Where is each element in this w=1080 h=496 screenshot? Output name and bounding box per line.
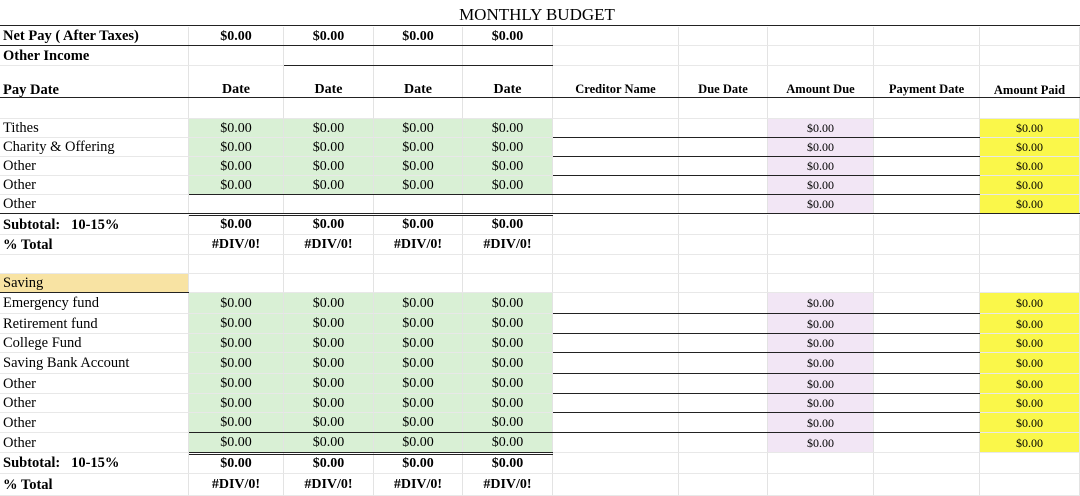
blank-cell[interactable] [679,98,768,119]
net-pay-label[interactable]: Net Pay ( After Taxes) [0,27,189,46]
net-pay-value[interactable]: $0.00 [374,27,463,46]
blank-cell[interactable] [874,98,980,119]
border-line [553,313,980,314]
creditor-name-cell[interactable] [553,334,679,353]
other-income-value[interactable] [463,46,553,66]
budget-amount-cell[interactable]: $0.00 [463,138,553,157]
subtotal-value[interactable]: $0.00 [189,215,284,235]
payment-date-cell[interactable] [874,433,980,453]
percent-total-label[interactable]: % Total [0,235,189,255]
border-line [284,65,553,66]
budget-amount-cell[interactable]: $0.00 [284,119,374,138]
budget-amount-cell[interactable]: $0.00 [463,413,553,433]
sheet-title: MONTHLY BUDGET [459,5,615,24]
budget-amount-cell[interactable]: $0.00 [463,157,553,176]
budget-amount-cell[interactable]: $0.00 [284,353,374,374]
net-pay-value[interactable]: $0.00 [284,27,374,46]
blank-cell[interactable] [679,27,768,46]
due-date-cell[interactable] [679,374,768,394]
budget-amount-cell[interactable]: $0.00 [284,374,374,394]
budget-amount-cell[interactable]: $0.00 [189,119,284,138]
blank-cell[interactable] [980,274,1080,293]
budget-amount-cell[interactable]: $0.00 [374,176,463,195]
budget-amount-cell[interactable]: $0.00 [374,138,463,157]
border-line [553,412,980,413]
blank-cell[interactable] [553,27,679,46]
blank-cell[interactable] [874,46,980,66]
subtotal-value[interactable]: $0.00 [463,453,553,474]
category-label[interactable]: Tithes [0,119,189,138]
amount-due-cell[interactable]: $0.00 [768,374,874,394]
blank-cell[interactable] [679,274,768,293]
payment-date-cell[interactable] [874,334,980,353]
border-line [189,432,553,433]
blank-cell[interactable] [553,274,679,293]
blank-cell[interactable] [189,274,284,293]
blank-cell[interactable] [284,274,374,293]
border-line [553,137,980,138]
pay-date-header[interactable]: Pay Date [0,66,189,98]
payment-date-cell[interactable] [874,374,980,394]
due-date-cell[interactable] [679,394,768,413]
budget-amount-cell[interactable]: $0.00 [284,314,374,334]
creditor-name-cell[interactable] [553,374,679,394]
payment-date-cell[interactable] [874,353,980,374]
blank-cell[interactable] [463,98,553,119]
budget-amount-cell[interactable]: $0.00 [284,157,374,176]
border-line [553,194,980,195]
blank-cell[interactable] [553,235,679,255]
percent-total-value[interactable]: #DIV/0! [284,235,374,255]
blank-cell[interactable] [980,27,1080,46]
subtotal-label[interactable] [0,453,189,474]
budget-amount-cell[interactable]: $0.00 [189,176,284,195]
net-pay-value[interactable]: $0.00 [189,27,284,46]
blank-cell[interactable] [768,474,874,496]
percent-total-value[interactable]: #DIV/0! [189,474,284,496]
subtotal-value[interactable]: $0.00 [284,453,374,474]
percent-total-value[interactable]: #DIV/0! [463,235,553,255]
subtotal-label[interactable] [0,215,189,235]
due-date-cell[interactable] [679,293,768,314]
blank-cell[interactable] [874,215,980,235]
amount-due-cell[interactable]: $0.00 [768,314,874,334]
budget-amount-cell[interactable]: $0.00 [463,119,553,138]
budget-amount-cell[interactable]: $0.00 [189,433,284,453]
amount-due-cell[interactable]: $0.00 [768,353,874,374]
blank-cell[interactable] [374,255,463,274]
blank-cell[interactable] [553,215,679,235]
budget-amount-cell[interactable]: $0.00 [189,413,284,433]
blank-cell[interactable] [553,474,679,496]
blank-cell[interactable] [980,235,1080,255]
budget-amount-cell[interactable]: $0.00 [374,314,463,334]
budget-amount-cell[interactable]: $0.00 [284,176,374,195]
due-date-cell[interactable] [679,176,768,195]
blank-cell[interactable] [874,274,980,293]
blank-cell[interactable] [768,98,874,119]
amount-paid-cell[interactable]: $0.00 [980,413,1080,433]
budget-amount-cell[interactable]: $0.00 [189,374,284,394]
border-line [553,156,980,157]
subtotal-value[interactable]: $0.00 [284,215,374,235]
budget-amount-cell[interactable]: $0.00 [374,293,463,314]
date-header[interactable]: Date [189,66,284,98]
amount-paid-cell[interactable]: $0.00 [980,334,1080,353]
creditor-name-cell[interactable] [553,293,679,314]
budget-amount-cell[interactable]: $0.00 [189,157,284,176]
budget-amount-cell[interactable]: $0.00 [189,138,284,157]
amount-due-cell[interactable]: $0.00 [768,176,874,195]
subtotal-value[interactable]: $0.00 [463,215,553,235]
subtotal-range: 10-15% [71,217,120,233]
subtotal-label-text: Subtotal: [3,455,61,471]
category-label[interactable]: Retirement fund [0,314,189,334]
budget-amount-cell[interactable]: $0.00 [374,353,463,374]
category-label[interactable]: Other [0,413,189,433]
percent-total-value[interactable]: #DIV/0! [463,474,553,496]
payment-date-cell[interactable] [874,314,980,334]
budget-amount-cell[interactable]: $0.00 [463,176,553,195]
amount-due-cell[interactable]: $0.00 [768,157,874,176]
creditor-name-cell[interactable] [553,413,679,433]
payment-date-cell[interactable] [874,413,980,433]
subtotal-value[interactable]: $0.00 [374,453,463,474]
blank-cell[interactable] [980,453,1080,474]
budget-amount-cell[interactable] [374,195,463,214]
amount-due-cell[interactable]: $0.00 [768,394,874,413]
creditor-name-cell[interactable] [553,119,679,138]
payment-date-cell[interactable] [874,176,980,195]
due-date-cell[interactable] [679,334,768,353]
blank-cell[interactable] [0,98,189,119]
due-date-cell[interactable] [679,314,768,334]
blank-cell[interactable] [768,215,874,235]
budget-amount-cell[interactable]: $0.00 [284,413,374,433]
budget-amount-cell[interactable]: $0.00 [374,157,463,176]
budget-amount-cell[interactable]: $0.00 [189,353,284,374]
blank-cell[interactable] [374,98,463,119]
category-label[interactable]: Other [0,157,189,176]
budget-amount-cell[interactable]: $0.00 [189,394,284,413]
blank-cell[interactable] [189,98,284,119]
border-line [553,352,980,353]
due-date-header[interactable]: Due Date [679,66,768,98]
subtotal-range: 10-15% [71,455,120,471]
budget-amount-cell[interactable] [284,195,374,214]
border-line [553,432,980,433]
blank-cell[interactable] [679,215,768,235]
amount-paid-cell[interactable]: $0.00 [980,314,1080,334]
amount-due-cell[interactable]: $0.00 [768,433,874,453]
saving-section-header[interactable]: Saving [0,274,189,293]
blank-cell[interactable] [553,98,679,119]
budget-amount-cell[interactable]: $0.00 [374,374,463,394]
amount-due-cell[interactable]: $0.00 [768,138,874,157]
date-header[interactable]: Date [463,66,553,98]
budget-amount-cell[interactable]: $0.00 [374,413,463,433]
subtotal-label-text: Subtotal: [3,217,61,233]
payment-date-cell[interactable] [874,119,980,138]
budget-amount-cell[interactable] [189,195,284,214]
blank-cell[interactable] [768,235,874,255]
category-label[interactable]: Other [0,374,189,394]
blank-cell[interactable] [374,274,463,293]
blank-cell[interactable] [874,235,980,255]
category-label[interactable]: Saving Bank Account [0,353,189,374]
border-line [0,213,553,214]
border-line [189,215,553,216]
budget-amount-cell[interactable]: $0.00 [463,394,553,413]
blank-cell[interactable] [768,453,874,474]
category-label[interactable]: College Fund [0,334,189,353]
budget-amount-cell[interactable]: $0.00 [189,314,284,334]
due-date-cell[interactable] [679,195,768,214]
border-line [189,454,553,455]
budget-amount-cell[interactable]: $0.00 [374,119,463,138]
budget-amount-cell[interactable]: $0.00 [189,293,284,314]
creditor-name-cell[interactable] [553,314,679,334]
creditor-name-cell[interactable] [553,138,679,157]
border-line [553,373,980,374]
border-line [553,213,1080,214]
category-label[interactable]: Other [0,176,189,195]
payment-date-cell[interactable] [874,138,980,157]
blank-cell[interactable] [980,474,1080,496]
blank-cell[interactable] [874,27,980,46]
border-line [553,333,980,334]
blank-cell[interactable] [679,255,768,274]
creditor-name-cell[interactable] [553,353,679,374]
percent-total-value[interactable]: #DIV/0! [189,235,284,255]
blank-cell[interactable] [768,255,874,274]
amount-due-cell[interactable]: $0.00 [768,293,874,314]
blank-cell[interactable] [463,255,553,274]
budget-amount-cell[interactable]: $0.00 [463,433,553,453]
payment-date-cell[interactable] [874,293,980,314]
amount-paid-cell[interactable]: $0.00 [980,157,1080,176]
budget-amount-cell[interactable]: $0.00 [374,433,463,453]
category-label[interactable]: Other [0,195,189,214]
date-header[interactable]: Date [284,66,374,98]
due-date-cell[interactable] [679,157,768,176]
amount-due-cell[interactable]: $0.00 [768,334,874,353]
border-line [553,175,980,176]
budget-amount-cell[interactable]: $0.00 [284,394,374,413]
amount-paid-cell[interactable]: $0.00 [980,353,1080,374]
budget-amount-cell[interactable]: $0.00 [284,334,374,353]
border-line [553,393,980,394]
budget-amount-cell[interactable]: $0.00 [284,138,374,157]
blank-cell[interactable] [679,235,768,255]
amount-paid-cell[interactable]: $0.00 [980,394,1080,413]
budget-amount-cell[interactable]: $0.00 [284,293,374,314]
border-line [0,97,553,98]
blank-cell[interactable] [980,255,1080,274]
budget-amount-cell[interactable]: $0.00 [463,374,553,394]
percent-total-value[interactable]: #DIV/0! [374,235,463,255]
due-date-cell[interactable] [679,413,768,433]
blank-cell[interactable] [679,453,768,474]
amount-paid-cell[interactable]: $0.00 [980,119,1080,138]
blank-cell[interactable] [284,98,374,119]
category-label[interactable]: Emergency fund [0,293,189,314]
amount-paid-cell[interactable]: $0.00 [980,293,1080,314]
border-line [553,97,1080,98]
blank-cell[interactable] [553,255,679,274]
amount-paid-header[interactable]: Amount Paid [980,66,1080,98]
amount-due-cell[interactable]: $0.00 [768,413,874,433]
amount-due-cell[interactable]: $0.00 [768,195,874,214]
amount-paid-cell[interactable]: $0.00 [980,195,1080,214]
budget-amount-cell[interactable]: $0.00 [463,334,553,353]
border-line [0,25,1080,26]
percent-total-label[interactable]: % Total [0,474,189,496]
payment-date-cell[interactable] [874,394,980,413]
blank-cell[interactable] [768,274,874,293]
budget-amount-cell[interactable]: $0.00 [463,353,553,374]
payment-date-header[interactable]: Payment Date [874,66,980,98]
percent-total-value[interactable]: #DIV/0! [374,474,463,496]
amount-due-header[interactable]: Amount Due [768,66,874,98]
percent-total-value[interactable]: #DIV/0! [284,474,374,496]
category-label[interactable]: Charity & Offering [0,138,189,157]
due-date-cell[interactable] [679,119,768,138]
blank-cell[interactable] [874,474,980,496]
due-date-cell[interactable] [679,138,768,157]
due-date-cell[interactable] [679,353,768,374]
amount-paid-cell[interactable]: $0.00 [980,138,1080,157]
border-line [0,292,189,293]
creditor-name-cell[interactable] [553,433,679,453]
blank-cell[interactable] [874,255,980,274]
other-income-value[interactable] [189,46,284,66]
category-label[interactable]: Other [0,433,189,453]
budget-amount-cell[interactable]: $0.00 [284,433,374,453]
amount-paid-cell[interactable]: $0.00 [980,374,1080,394]
blank-cell[interactable] [284,255,374,274]
blank-cell[interactable] [679,474,768,496]
blank-cell[interactable] [768,27,874,46]
border-line [189,194,553,195]
due-date-cell[interactable] [679,433,768,453]
creditor-name-cell[interactable] [553,176,679,195]
blank-cell[interactable] [980,215,1080,235]
payment-date-cell[interactable] [874,195,980,214]
blank-cell[interactable] [980,98,1080,119]
blank-cell[interactable] [0,255,189,274]
creditor-name-cell[interactable] [553,157,679,176]
budget-amount-cell[interactable]: $0.00 [374,394,463,413]
blank-cell[interactable] [553,46,679,66]
payment-date-cell[interactable] [874,157,980,176]
other-income-value[interactable] [374,46,463,66]
date-header[interactable]: Date [374,66,463,98]
budget-amount-cell[interactable]: $0.00 [374,334,463,353]
amount-paid-cell[interactable]: $0.00 [980,176,1080,195]
subtotal-value[interactable]: $0.00 [189,453,284,474]
budget-amount-cell[interactable]: $0.00 [463,293,553,314]
amount-due-cell[interactable]: $0.00 [768,119,874,138]
blank-cell[interactable] [463,274,553,293]
amount-paid-cell[interactable]: $0.00 [980,433,1080,453]
budget-amount-cell[interactable]: $0.00 [463,314,553,334]
other-income-value[interactable] [284,46,374,66]
border-line [189,452,553,453]
net-pay-value[interactable]: $0.00 [463,27,553,46]
blank-cell[interactable] [189,255,284,274]
budget-amount-cell[interactable] [463,195,553,214]
creditor-name-header[interactable]: Creditor Name [553,66,679,98]
creditor-name-cell[interactable] [553,394,679,413]
subtotal-value[interactable]: $0.00 [374,215,463,235]
other-income-label[interactable]: Other Income [0,46,189,66]
blank-cell[interactable] [980,46,1080,66]
blank-cell[interactable] [679,46,768,66]
creditor-name-cell[interactable] [553,195,679,214]
blank-cell[interactable] [874,453,980,474]
budget-amount-cell[interactable]: $0.00 [189,334,284,353]
border-line [0,45,553,46]
category-label[interactable]: Other [0,394,189,413]
blank-cell[interactable] [768,46,874,66]
blank-cell[interactable] [553,453,679,474]
